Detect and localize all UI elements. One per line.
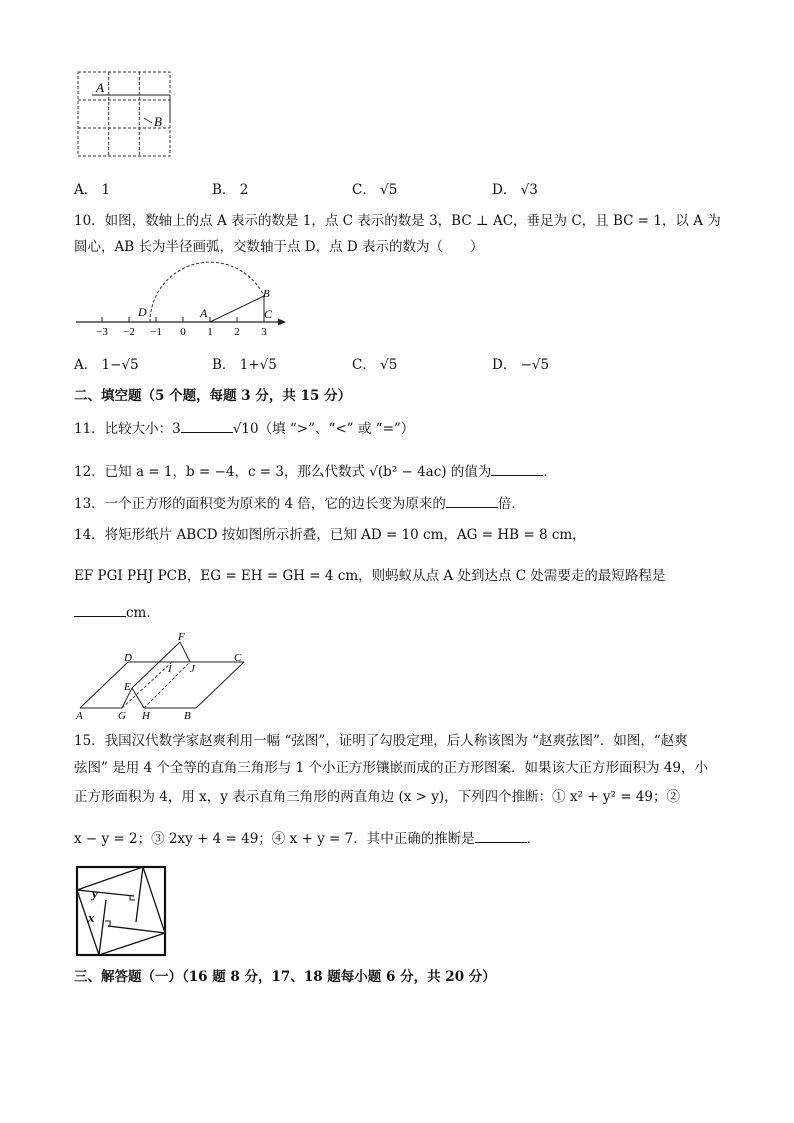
q10-tick-label: 3: [261, 326, 267, 338]
q10-label-b: B: [263, 288, 270, 300]
section3-title: 三、解答题（一）（16 题 8 分，17、18 题每小题 6 分，共 20 分）: [74, 969, 496, 985]
q9-option-b: B． 2: [212, 182, 249, 198]
q10-tick-label: −2: [123, 326, 135, 338]
q14-label-e: E: [124, 681, 131, 693]
q12-answer-blank[interactable]: [491, 463, 543, 476]
section2-title: 二、填空题（5 个题，每题 3 分，共 15 分）: [74, 388, 352, 404]
q11-answer-blank[interactable]: [181, 420, 233, 433]
q10-tick-label: −1: [150, 326, 162, 338]
q15-text-line4: x − y = 2；③ 2xy + 4 = 49；④ x + y = 7．其中正确的推断是 ．: [74, 831, 541, 847]
q10-text-line2: 圆心，AB 长为半径画弧，交数轴于点 D，点 D 表示的数为（ ）: [74, 239, 484, 255]
q9-label-a: A: [96, 80, 104, 95]
q10-tick-label: 0: [180, 326, 186, 338]
q9-option-a: A． 1: [74, 182, 111, 198]
q9-grid-figure: [74, 68, 174, 160]
q10-option-a: A． 1−√5: [74, 357, 139, 373]
q13-text: 13．一个正方形的面积变为原来的 4 倍，它的边长变为原来的 倍．: [74, 496, 525, 512]
q10-tick-label: 2: [234, 326, 240, 338]
q15-zhao-shuang-figure: [74, 864, 168, 958]
q14-label-h: H: [142, 710, 150, 722]
q10-label-c: C: [264, 307, 273, 321]
q14-text-line1: 14．将矩形纸片 ABCD 按如图所示折叠，已知 AD = 10 cm，AG = HB = 8 cm，: [74, 527, 586, 543]
q14-label-a: A: [76, 710, 83, 722]
q14-label-i: I: [168, 663, 172, 675]
q14-text-line3: cm．: [74, 603, 160, 623]
q13-answer-blank[interactable]: [446, 495, 498, 508]
q12-text: 12．已知 a = 1，b = −4，c = 3，那么代数式 √(b² − 4ac) 的值为 ．: [74, 464, 557, 480]
q10-text-line1: 10．如图，数轴上的点 A 表示的数是 1，点 C 表示的数是 3，BC ⊥ AC，垂足为 C，且 BC = 1，以 A 为: [74, 213, 721, 229]
q10-label-d: D: [138, 305, 147, 319]
q15-label-x: x: [88, 910, 95, 925]
q10-option-c: C． √5: [352, 357, 398, 373]
q10-label-a: A: [200, 306, 208, 320]
q14-label-d: D: [124, 652, 132, 664]
q9-label-b: B: [154, 114, 162, 129]
q14-folding-figure: [72, 628, 262, 722]
q10-option-b: B． 1+√5: [212, 357, 277, 373]
q15-text-line1: 15．我国汉代数学家赵爽利用一幅 “弦图”，证明了勾股定理，后人称该图为 “赵爽弦图”．如图，“赵爽: [74, 733, 688, 749]
q15-text-line3: 正方形面积为 4，用 x，y 表示直角三角形的两直角边 (x > y)，下列四个推断：① x² + y² = 49；②: [74, 789, 680, 805]
q14-text-line2: EF PGI PHJ PCB，EG = EH = GH = 4 cm，则蚂蚁从点 A 处到达点 C 处需要走的最短路程是: [74, 568, 666, 584]
q10-tick-label: −3: [96, 326, 108, 338]
q14-label-b: B: [184, 710, 191, 722]
q14-label-f: F: [178, 631, 185, 643]
q10-number-line-figure: [72, 260, 294, 340]
q10-option-d: D． −√5: [492, 357, 550, 373]
q9-option-d: D． √3: [492, 182, 538, 198]
q14-answer-blank[interactable]: [74, 604, 126, 617]
q14-label-j: J: [190, 663, 195, 675]
q15-answer-blank[interactable]: [475, 830, 527, 843]
q9-option-c: C． √5: [352, 182, 398, 198]
q11-text: 11．比较大小：3 √10（填 “>”、“<” 或 “=”）: [74, 421, 415, 437]
q14-label-g: G: [118, 710, 126, 722]
q15-text-line2: 弦图” 是用 4 个全等的直角三角形与 1 个小正方形镶嵌而成的正方形图案．如果该大正方形面积为 49，小: [74, 760, 709, 776]
q10-tick-label: 1: [207, 326, 213, 338]
q14-label-c: C: [234, 652, 242, 664]
q15-label-y: y: [92, 886, 98, 901]
